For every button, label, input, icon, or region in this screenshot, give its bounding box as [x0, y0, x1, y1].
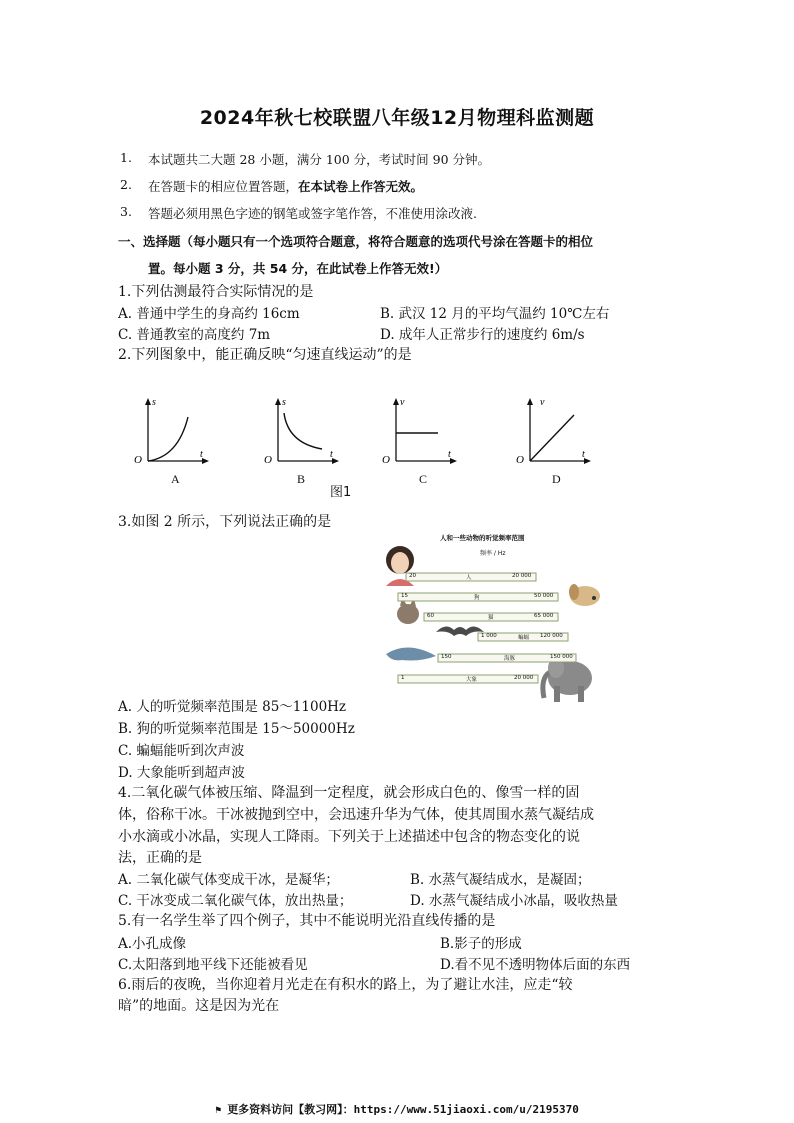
bar-low: 60: [427, 613, 434, 619]
q2-stem: 2.下列图象中，能正确反映“匀速直线运动”的是: [118, 347, 412, 363]
hearing-range-figure: [380, 528, 605, 706]
bar-low: 1: [401, 675, 405, 681]
note-1: [120, 150, 720, 168]
section-heading-line2: 置。每小题 3 分，共 54 分，在此试卷上作答无效!）: [148, 261, 448, 276]
graph-a: [130, 395, 210, 470]
bar-name: 大象: [466, 677, 478, 683]
figure-title: 人和一些动物的听觉频率范围: [440, 534, 525, 542]
graph-c: [378, 395, 458, 470]
bar-low: 20: [409, 573, 416, 579]
note-2: [120, 177, 720, 195]
bar-high: 120 000: [540, 633, 563, 639]
dolphin-icon: [386, 647, 436, 660]
bar-name: 蝙蝠: [518, 635, 530, 641]
note-text: 答题必须用黑色字迹的钢笔或签字笔作答，不准使用涂改液.: [148, 206, 477, 221]
origin-label: O: [134, 454, 142, 466]
bar-low: 15: [401, 593, 408, 599]
bar-high: 20 000: [514, 675, 534, 681]
x-axis-label: t: [448, 449, 451, 460]
origin-label: O: [264, 454, 272, 466]
graph-a-label: A: [171, 472, 180, 486]
section-heading-line1: 一、选择题（每小题只有一个选项符合题意，将符合题意的选项代号涂在答题卡的相位: [118, 234, 594, 249]
figure-1-caption: 图1: [330, 485, 352, 500]
q5-option-d: D.看不见不透明物体后面的东西: [440, 957, 631, 973]
q5-option-c: C.太阳落到地平线下还能被看见: [118, 957, 308, 973]
y-axis-label: v: [540, 397, 545, 408]
q3-stem: 3.如图 2 所示，下列说法正确的是: [118, 514, 332, 530]
q1-option-a: A. 普通中学生的身高约 16cm: [118, 306, 300, 322]
q3-option-c: C. 蝙蝠能听到次声波: [118, 743, 245, 759]
graph-b-label: B: [297, 472, 306, 486]
elephant-icon: [543, 658, 592, 702]
bat-icon: [436, 626, 484, 636]
y-axis-label: v: [400, 397, 405, 408]
figure-unit: 频率 / Hz: [480, 550, 506, 557]
q3-option-b: B. 狗的听觉频率范围是 15～50000Hz: [118, 721, 355, 737]
q5-option-a: A.小孔成像: [118, 936, 187, 952]
bar-name: 狗: [474, 595, 480, 601]
bar-high: 65 000: [534, 613, 554, 619]
bar-name: 海豚: [504, 656, 516, 662]
origin-label: O: [516, 454, 524, 466]
graph-c-label: C: [419, 472, 428, 486]
q5-stem: 5.有一名学生举了四个例子，其中不能说明光沿直线传播的是: [118, 913, 496, 929]
dog-icon: [569, 584, 600, 606]
flag-icon: ⚑: [215, 1105, 228, 1116]
q1-option-b: B. 武汉 12 月的平均气温约 10℃左右: [380, 306, 610, 322]
bar-high: 150 000: [550, 654, 573, 660]
note-text: 在答题卡的相应位置答题，在本试卷上作答无效。: [148, 179, 424, 194]
note-number: 1.: [120, 150, 132, 165]
page-title: 2024年秋七校联盟八年级12月物理科监测题: [199, 107, 595, 129]
bar-high: 20 000: [512, 573, 532, 579]
q4-option-a: A. 二氧化碳气体变成干冰，是凝华；: [118, 872, 339, 888]
q1-option-c: C. 普通教室的高度约 7m: [118, 327, 271, 343]
y-axis-label: s: [282, 397, 286, 408]
q1-stem: 1.下列估测最符合实际情况的是: [118, 284, 314, 300]
footer-link[interactable]: 更多资料访问【教习网】：https://www.51jiaoxi.com/u/2195370: [227, 1103, 579, 1116]
q4-stem-line: 体，俗称干冰。干冰被抛到空中，会迅速升华为气体，使其周围水蒸气凝结成: [118, 807, 594, 823]
origin-label: O: [382, 454, 390, 466]
q4-option-c: C. 干冰变成二氧化碳气体，放出热量；: [118, 893, 353, 909]
q1-option-d: D. 成年人正常步行的速度约 6m/s: [380, 327, 585, 343]
y-axis-label: s: [152, 397, 156, 408]
q4-stem-line: 法，正确的是: [118, 850, 202, 866]
q4-option-d: D. 水蒸气凝结成小冰晶，吸收热量: [410, 893, 618, 909]
graph-b: [260, 395, 340, 470]
note-number: 2.: [120, 177, 132, 192]
bar-low: 150: [441, 654, 452, 660]
cat-icon: [397, 598, 419, 624]
graph-d: [512, 395, 592, 470]
footer: [0, 1101, 794, 1117]
note-text: 本试题共二大题 28 小题，满分 100 分，考试时间 90 分钟。: [148, 152, 491, 167]
graph-d-label: D: [552, 472, 561, 486]
q5-option-b: B.影子的形成: [440, 936, 522, 952]
bar-name: 猫: [488, 615, 494, 621]
bar-low: 1 000: [481, 633, 497, 639]
bar-name: 人: [466, 575, 472, 581]
q4-stem-line: 小水滴或小冰晶，实现人工降雨。下列关于上述描述中包含的物态变化的说: [118, 829, 580, 845]
q3-option-d: D. 大象能听到超声波: [118, 765, 245, 781]
note-number: 3.: [120, 204, 132, 219]
x-axis-label: t: [330, 449, 333, 460]
q6-stem-line: 6.雨后的夜晚，当你迎着月光走在有积水的路上，为了避让水洼，应走“较: [118, 977, 573, 993]
q4-option-b: B. 水蒸气凝结成水，是凝固；: [410, 872, 591, 888]
q6-stem-line: 暗”的地面。这是因为光在: [118, 998, 280, 1014]
x-axis-label: t: [200, 449, 203, 460]
x-axis-label: t: [582, 449, 585, 460]
q4-stem-line: 4.二氧化碳气体被压缩、降温到一定程度，就会形成白色的、像雪一样的固: [118, 785, 580, 801]
note-3: [120, 204, 720, 222]
q3-option-a: A. 人的听觉频率范围是 85～1100Hz: [118, 699, 347, 715]
bar-high: 50 000: [534, 593, 554, 599]
